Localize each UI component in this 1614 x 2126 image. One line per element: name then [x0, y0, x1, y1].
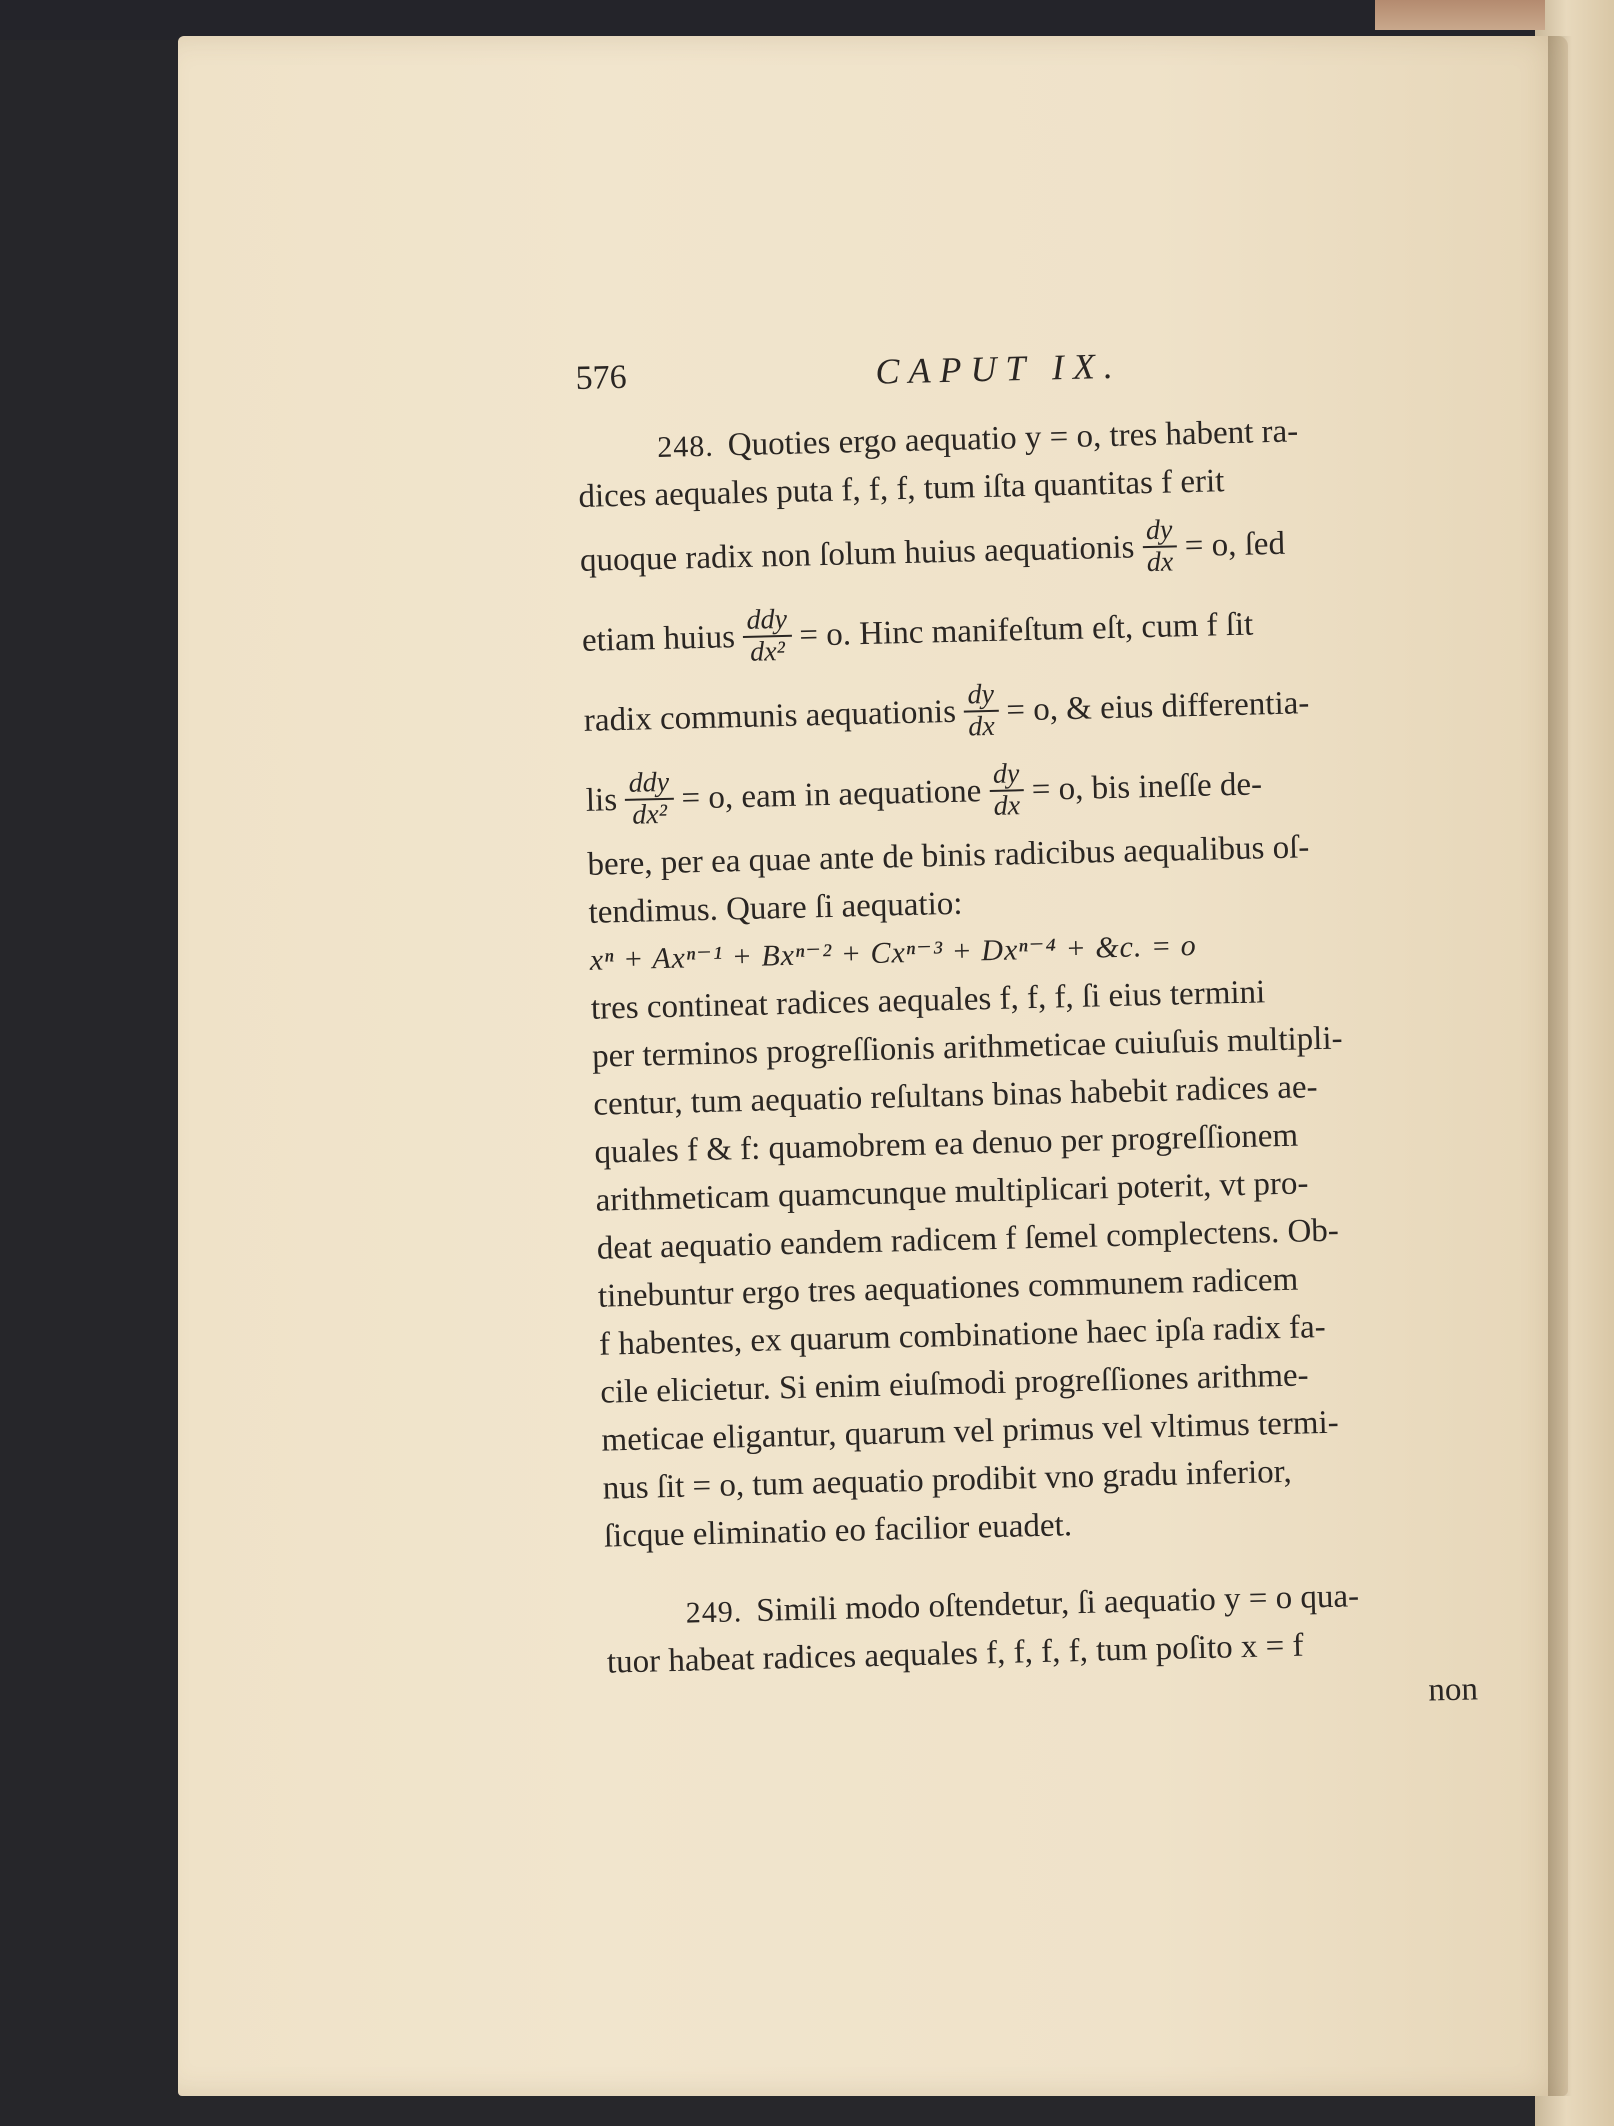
fraction-ddy-dx2 [624, 768, 674, 831]
paragraph-text: quales f & f: quamobrem ea denuo per progreſſionem [594, 1117, 1299, 1171]
paragraph-text: ſicque eliminatio eo facilior euadet. [603, 1507, 1073, 1555]
series-formula: xⁿ + Axⁿ⁻¹ + Bxⁿ⁻² + Cxⁿ⁻³ + Dxⁿ⁻⁴ + &c. = o [589, 928, 1197, 977]
fraction-denominator: dx [993, 790, 1021, 822]
paragraph-text: meticae eligantur, quarum vel primus vel vltimus termi- [601, 1404, 1340, 1459]
fraction-dy-dx [963, 680, 999, 743]
scan-background-top [0, 0, 1614, 40]
paragraph-text: etiam huius [581, 619, 736, 659]
page-number: 576 [575, 358, 628, 397]
catchword: non [1427, 1671, 1479, 1709]
paragraph-text: = o, eam in aequatione [681, 773, 982, 817]
paragraph-text: = o, & eius differentia- [1005, 685, 1310, 729]
paragraph-text: dices aequales puta f, f, f, tum iſta quantitas f erit [578, 463, 1225, 515]
fraction-dy-dx [1142, 515, 1178, 578]
paragraph-text: f habentes, ex quarum combinatione haec ipſa radix fa- [598, 1308, 1327, 1363]
paragraph-text: nus ſit = o, tum aequatio prodibit vno gradu inferior, [602, 1453, 1293, 1507]
fraction-numerator: ddy [742, 605, 791, 638]
paragraph-text: radix communis aequationis [583, 693, 957, 739]
paragraph-text: deat aequatio eandem radicem f ſemel complectens. Ob- [596, 1212, 1340, 1267]
paragraph-text: lis [585, 782, 618, 819]
paragraph-text: = o. Hinc manifeſtum eſt, cum f ſit [798, 606, 1254, 654]
fraction-denominator: dx [967, 710, 996, 743]
fraction-denominator: dx [1146, 546, 1174, 579]
page-text [575, 333, 1488, 1734]
paragraph-text: tuor habeat radices aequales f, f, f, f, tum poſito x = f [606, 1627, 1304, 1681]
paragraph-text: arithmeticam quamcunque multiplicari poterit, vt pro- [595, 1165, 1309, 1219]
running-title: CAPUT IX. [875, 345, 1123, 392]
paragraph-text: Quoties ergo aequatio y = o, tres habent ra- [727, 413, 1299, 464]
paragraph-text: tendimus. Quare ſi aequatio: [588, 885, 963, 931]
fraction-numerator: dy [989, 759, 1024, 792]
paragraph-text: bere, per ea quae ante de binis radicibus aequalibus oſ- [587, 829, 1310, 883]
paragraph-text: tres contineat radices aequales f, f, f, ſi eius termini [590, 974, 1266, 1027]
fraction-numerator: dy [1142, 515, 1177, 548]
paragraph-text: Simili modo oſtendetur, ſi aequatio y = o qua- [755, 1578, 1360, 1629]
scan-background-left [0, 0, 180, 2126]
fraction-ddy-dx2 [742, 605, 792, 668]
fraction-numerator: dy [963, 680, 998, 713]
fraction-denominator: dx² [631, 798, 668, 831]
paragraph-text: tinebuntur ergo tres aequationes communem radicem [597, 1261, 1299, 1315]
fraction-numerator: ddy [624, 768, 673, 801]
section-number-248: 248. [656, 429, 715, 465]
paragraph-text: = o, ſed [1184, 525, 1286, 565]
fraction-dy-dx [989, 759, 1025, 822]
fraction-denominator: dx² [749, 635, 786, 668]
paragraph-text: cile elicietur. Si enim eiuſmodi progreſſiones arithme- [599, 1357, 1309, 1411]
section-number-249: 249. [685, 1595, 743, 1630]
paragraph-text: quoque radix non ſolum huius aequationis [579, 529, 1135, 579]
book-edge-corner [1375, 0, 1545, 30]
paragraph-text: per terminos progreſſionis arithmeticae cuiuſuis multipli- [591, 1020, 1343, 1075]
paragraph-text: = o, bis ineſſe de- [1031, 766, 1263, 808]
page-gutter-shadow [1548, 36, 1572, 2096]
paragraph-text: centur, tum aequatio reſultans binas habebit radices ae- [592, 1069, 1318, 1123]
